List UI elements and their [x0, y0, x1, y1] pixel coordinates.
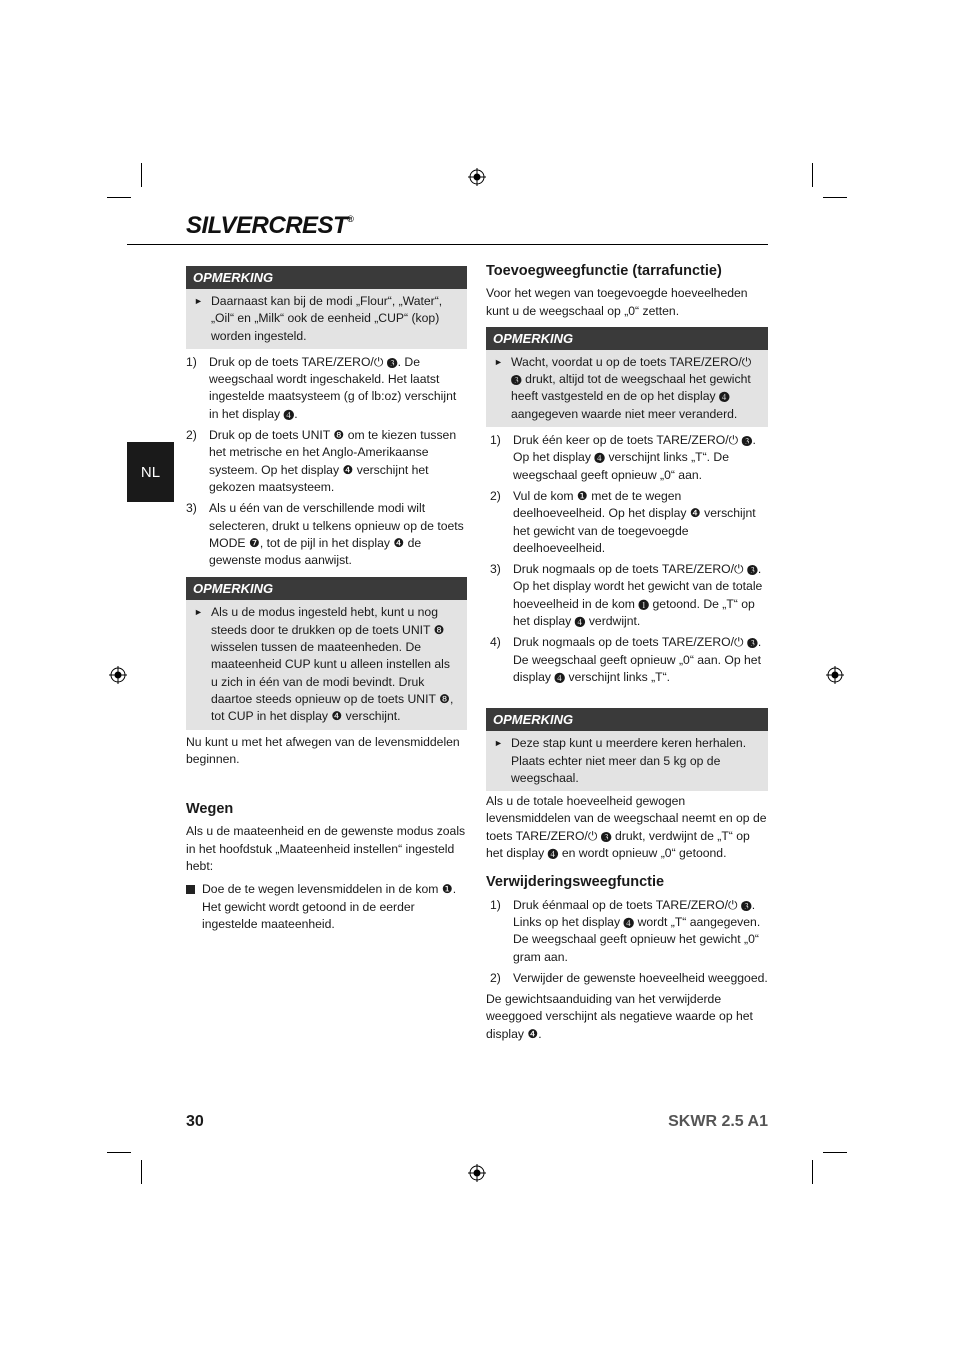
section-heading: Verwijderingsweegfunctie: [486, 874, 665, 891]
paragraph: Als u de maateenheid en de gewenste modus zoals in het hoofdstuk „Maateenheid instellen“ ingesteld hebt:: [186, 824, 466, 874]
note-title: OPMERKING: [486, 327, 768, 350]
list-item: 2) Druk op de toets UNIT ❽ om te kiezen tussen het metrische en het Anglo-Amerikaanse systeem. Op het display ❹ verschijnt het gekozen maatsysteem.: [186, 428, 457, 494]
list-item: Doe de te wegen levensmiddelen in de kom ❶. Het gewicht wordt getoond in de eerder ingestelde maateenheid.: [186, 881, 467, 933]
crop-mark: [141, 163, 142, 187]
note-text: Wacht, voordat u op de toets TARE/ZERO/⏻ ❸ drukt, altijd tot de weegschaal het gewicht heeft vastgesteld en de op het display ❹ aangegeven waarde niet meer veranderd.: [511, 354, 752, 421]
note-title: OPMERKING: [186, 266, 467, 289]
note-box: [486, 327, 768, 427]
section-heading: Toevoegweegfunctie (tarrafunctie): [486, 263, 722, 279]
page-number: 30: [186, 1113, 204, 1130]
crop-mark: [107, 1152, 131, 1153]
note-box: [186, 577, 467, 729]
list-item: 1) Druk één keer op de toets TARE/ZERO/⏻ ❸. Op het display ❹ verschijnt links „T“. De weegschaal geeft opnieuw „0“ aan.: [490, 433, 756, 482]
list-item: 1) Druk op de toets TARE/ZERO/⏻ ❸. De weegschaal wordt ingeschakeld. Het laatst ingestelde maatsysteem (g of lb:oz) verschijnt in het display ❹.: [186, 354, 457, 421]
model-number: SKWR 2.5 A1: [668, 1113, 768, 1130]
crop-mark: [812, 163, 813, 187]
note-box: [186, 266, 467, 349]
brand-logo: SILVERCREST®: [186, 212, 354, 239]
left-column: [186, 266, 467, 933]
crop-mark: [823, 1152, 847, 1153]
note-box: [486, 708, 768, 791]
paragraph: Nu kunt u met het afwegen van de levensmiddelen beginnen.: [186, 734, 460, 766]
bullet-icon: [186, 885, 195, 894]
list-item: 3) Druk nogmaals op de toets TARE/ZERO/⏻ ❸. Op het display wordt het gewicht van de totale hoeveelheid in de kom ❶ getoond. De „T“ op het display ❹ verdwijnt.: [490, 562, 763, 629]
arrow-icon: ►: [494, 356, 503, 367]
arrow-icon: ►: [194, 607, 203, 618]
right-column: [486, 263, 768, 1043]
language-tab: NL: [127, 442, 174, 502]
crop-mark: [812, 1160, 813, 1184]
list-item: 2) Verwijder de gewenste hoeveelheid weeggoed.: [490, 970, 768, 985]
note-text: Deze stap kunt u meerdere keren herhalen. Plaats echter niet meer dan 5 kg op de weegschaal.: [511, 736, 747, 785]
registration-mark-icon: [109, 666, 127, 684]
registration-mark-icon: [826, 666, 844, 684]
arrow-icon: ►: [194, 296, 203, 306]
note-title: OPMERKING: [486, 708, 768, 731]
paragraph: De gewichtsaanduiding van het verwijderde weeggoed verschijnt als negatieve waarde op het display ❹.: [486, 992, 753, 1041]
section-heading: Wegen: [186, 801, 234, 818]
registration-mark-icon: [468, 168, 486, 186]
registration-mark-icon: [468, 1164, 486, 1182]
arrow-icon: ►: [494, 738, 503, 749]
list-item: 3) Als u één van de verschillende modi wilt selecteren, drukt u telkens opnieuw op de toets MODE ❼, tot de pijl in het display ❹ de gewenste modus aanwijst.: [186, 501, 464, 568]
paragraph: Voor het wegen van toegevoegde hoeveelheden kunt u de weegschaal op „0“ zetten.: [486, 286, 748, 318]
list-item: 4) Druk nogmaals op de toets TARE/ZERO/⏻ ❸. De weegschaal geeft opnieuw „0“ aan. Op het display ❹ verschijnt links „T“.: [490, 635, 762, 684]
note-title: OPMERKING: [186, 577, 467, 600]
crop-mark: [823, 197, 847, 198]
crop-mark: [141, 1160, 142, 1184]
paragraph: Als u de totale hoeveelheid gewogen levensmiddelen van de weegschaal neemt en op de toets TARE/ZERO/⏻ ❸ drukt, verdwijnt de „T“ op het display ❹ en wordt opnieuw „0“ getoond.: [486, 794, 767, 861]
list-item: 2) Vul de kom ❶ met de te wegen deelhoeveelheid. Op het display ❹ verschijnt het gewicht van de toegevoegde deelhoeveelheid.: [490, 488, 756, 555]
list-item: 1) Druk éénmaal op de toets TARE/ZERO/⏻ ❸. Links op het display ❹ wordt „T“ aangegeven. De weegschaal geeft opnieuw het gewicht „0“ gram aan.: [490, 897, 761, 964]
note-text: Daarnaast kan bij de modi „Flour“, „Water“, „Oil“ en „Milk“ ook de eenheid „CUP“ (kop) worden ingesteld.: [211, 294, 443, 343]
crop-mark: [107, 197, 131, 198]
header-rule: [127, 244, 768, 245]
note-text: Als u de modus ingesteld hebt, kunt u nog steeds door te drukken op de toets UNIT ❽ wisselen tussen de maateenheden. De maateenheid CUP kunt u alleen instellen als u zich in één van de modi bevindt. Druk daartoe steeds opnieuw op de toets UNIT ❽, tot CUP in het display ❹ verschijnt.: [211, 605, 454, 724]
